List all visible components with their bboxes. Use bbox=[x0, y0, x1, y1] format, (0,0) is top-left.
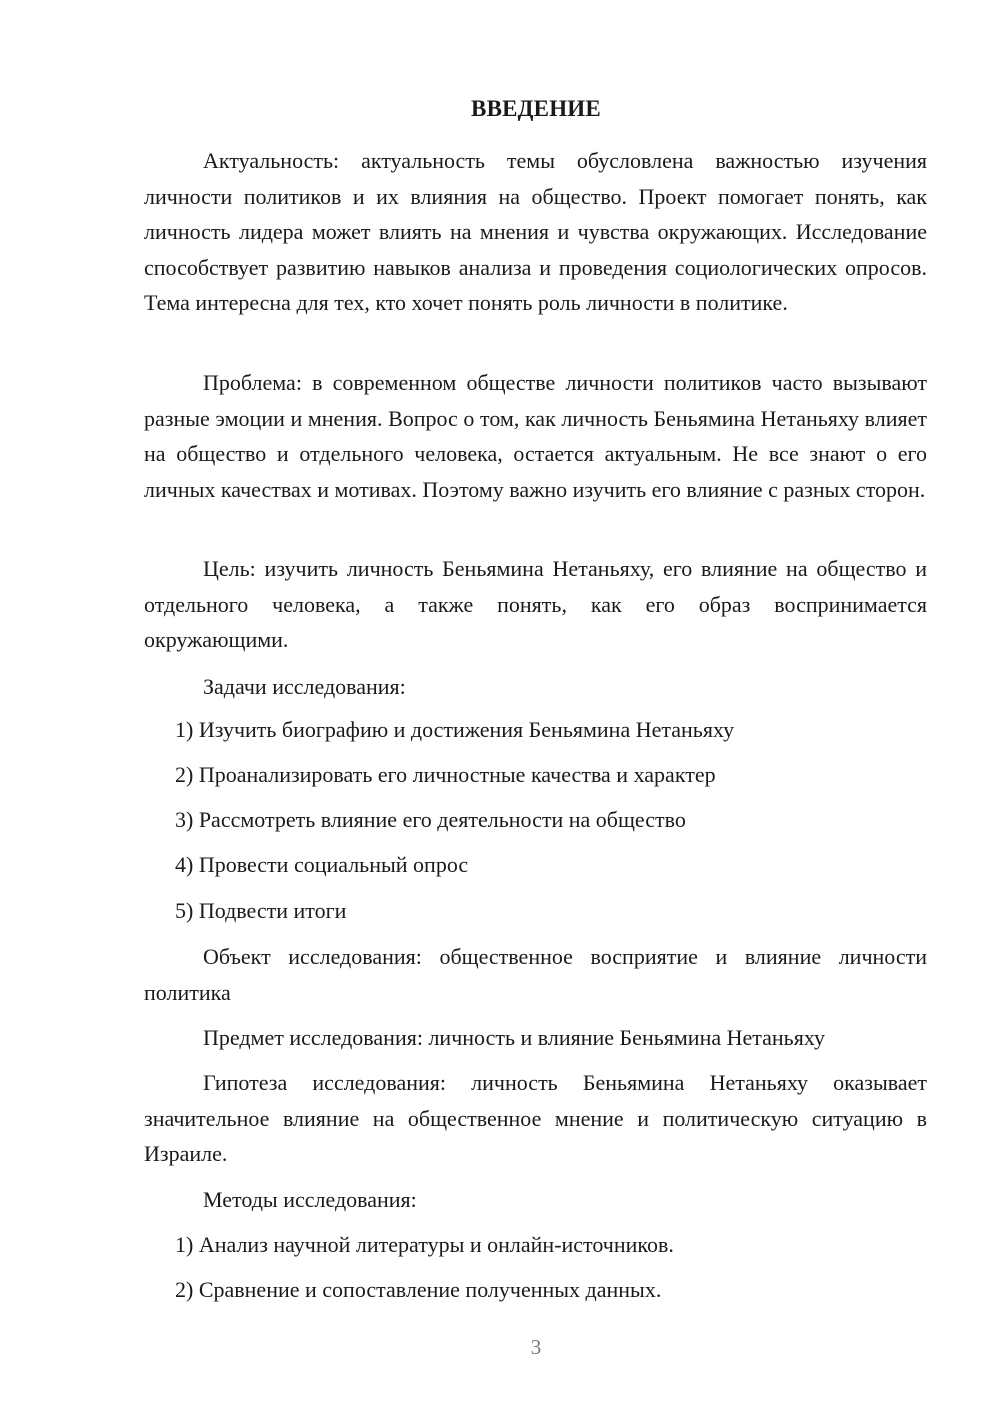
subject-paragraph: Предмет исследования: личность и влияние Беньямина Нетаньяху bbox=[203, 1025, 825, 1050]
object-paragraph: Объект исследования: общественное восприятие и влияние личности политика bbox=[144, 944, 927, 1005]
method-item-1: 1) Анализ научной литературы и онлайн-источников. bbox=[175, 1232, 674, 1257]
goal-paragraph: Цель: изучить личность Беньямина Нетаньяху, его влияние на общество и отдельного человека, а также понять, как его образ воспринимается окружающими. bbox=[144, 556, 927, 652]
tasks-heading: Задачи исследования: bbox=[203, 674, 406, 699]
task-item-1: 1) Изучить биографию и достижения Беньямина Нетаньяху bbox=[175, 717, 735, 742]
task-item-3: 3) Рассмотреть влияние его деятельности на общество bbox=[175, 807, 686, 832]
relevance-paragraph: Актуальность: актуальность темы обусловлена важностью изучения личности политиков и их влияния на общество. Проект помогает понять, как личность лидера может влиять на мнения и чувства окружающих. Исследование способствует развитию навыков анализа и проведения социологических опросов. Тема интересна для тех, кто хочет понять роль личности в политике. bbox=[144, 148, 927, 315]
methods-heading: Методы исследования: bbox=[203, 1187, 417, 1212]
method-item-2: 2) Сравнение и сопоставление полученных данных. bbox=[175, 1277, 662, 1302]
problem-paragraph: Проблема: в современном обществе личности политиков часто вызывают разные эмоции и мнения. Вопрос о том, как личность Беньямина Нетаньяху влияет на общество и отдельного человека, остается актуальным. Не все знают о его личных качествах и мотивах. Поэтому важно изучить его влияние с разных сторон. bbox=[144, 370, 927, 502]
page-number: 3 bbox=[530, 1335, 542, 1359]
task-item-2: 2) Проанализировать его личностные качества и характер bbox=[175, 762, 716, 787]
page-title: ВВЕДЕНИЕ bbox=[471, 96, 601, 121]
task-item-4: 4) Провести социальный опрос bbox=[175, 852, 469, 877]
task-item-5: 5) Подвести итоги bbox=[175, 898, 347, 923]
hypothesis-paragraph: Гипотеза исследования: личность Беньямина Нетаньяху оказывает значительное влияние на общественное мнение и политическую ситуацию в Израиле. bbox=[144, 1070, 927, 1166]
